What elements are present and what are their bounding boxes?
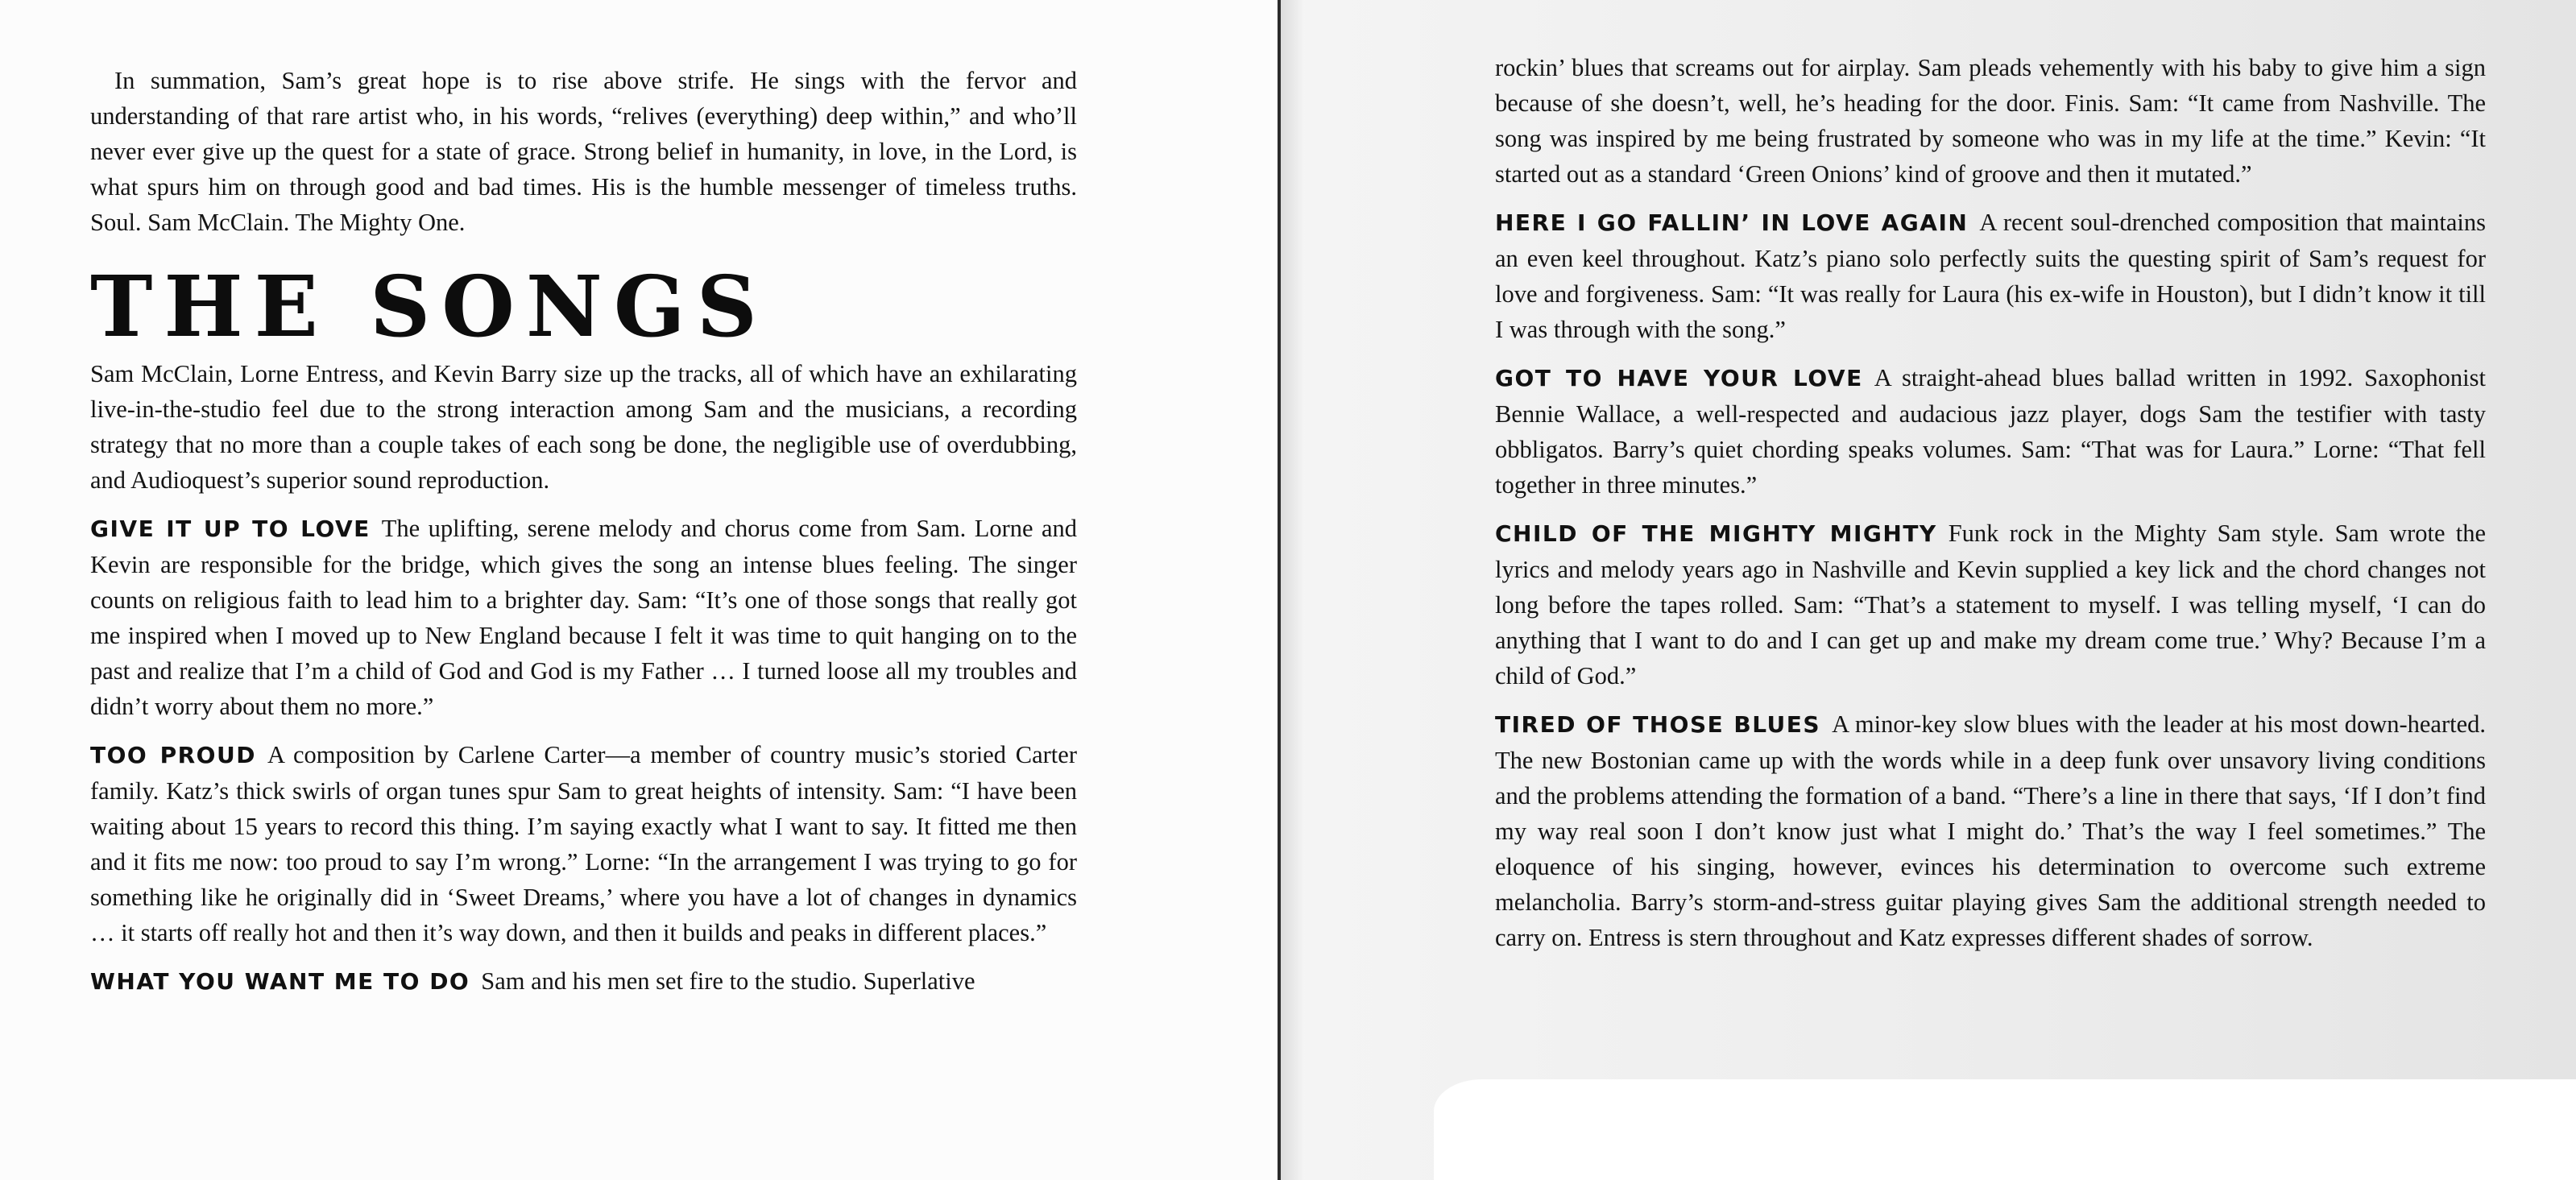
- song-description: A straight-ahead blues ballad written in 1992. Saxophonist Bennie Wallace, a well-respected and audacious jazz player, dogs Sam the testifier with tasty obbligatos. Barry’s quiet chording speaks volumes. Sam: “That was for Laura.” Lorne: “That fell together in three minutes.”: [1495, 364, 2486, 499]
- song-title: WHAT YOU WANT ME TO DO: [90, 968, 470, 995]
- song-entry: [90, 511, 1077, 724]
- song-title: GOT TO HAVE YOUR LOVE: [1495, 365, 1863, 391]
- song-description: Funk rock in the Mighty Sam style. Sam wrote the lyrics and melody years ago in Nashville and Kevin supplied a key lick and the chord changes not long before the tapes rolled. Sam: “That’s a statement to myself. I was telling myself, ‘I can do anything that I want to do and I can get up and make my dream come true.’ Why? Because I’m a child of God.”: [1495, 520, 2487, 689]
- song-title: HERE I GO FALLIN’ IN LOVE AGAIN: [1495, 209, 1969, 236]
- song-entry: [90, 963, 1077, 1000]
- song-entry: [1495, 360, 2486, 503]
- song-entry: [1495, 515, 2486, 694]
- song-entry: [1495, 706, 2486, 955]
- continuation-paragraph: rockin’ blues that screams out for airplay. Sam pleads vehemently with his baby to give him a sign because of she doesn’t, well, he’s heading for the door. Finis. Sam: “It came from Nashville. The song was inspired by me being frustrated by someone who was in my life at the time.” Kevin: “It started out as a standard ‘Green Onions’ kind of groove and then it mutated.”: [1495, 54, 2486, 188]
- song-title: TOO PROUD: [90, 742, 256, 768]
- song-description: The uplifting, serene melody and chorus come from Sam. Lorne and Kevin are responsible for the bridge, which gives the song an intense blues feeling. The singer counts on religious faith to lead him to a brighter day. Sam: “It’s one of those songs that really got me inspired when I moved up to New England because I felt it was time to quit hanging on to the past and realize that I’m a child of God and God is my Father … I turned loose all my troubles and didn’t worry about them no more.”: [90, 515, 1077, 720]
- song-description: A minor-key slow blues with the leader at his most down-hearted. The new Bostonian came up with the words while in a deep funk over unsavory living conditions and the problems attending the formation of a band. “There’s a line in there that says, ‘If I don’t find my way real soon I don’t know just what I might do.’ That’s the way I feel sometimes.” The eloquence of his singing, however, evinces his determination to overcome such extreme melancholia. Barry’s storm-and-stress guitar playing gives Sam the additional strength needed to carry on. Entress is stern throughout and Katz expresses different shades of sorrow.: [1495, 710, 2486, 951]
- spine-shadow: [1281, 0, 1305, 1180]
- song-description: A composition by Carlene Carter—a member of country music’s storied Carter family. Katz’s thick swirls of organ tunes spur Sam to great heights of intensity. Sam: “I have been waiting about 15 years to record this thing. I’m saying exactly what I want to say. It fitted me then and it fits me now: too proud to say I’m wrong.” Lorne: “In the arrangement I was trying to go for something like he originally did in ‘Sweet Dreams,’ where you have a lot of changes in dynamics … it starts off really hot and then it’s way down, and then it builds and peaks in different places.”: [90, 741, 1077, 946]
- right-page-bottom-edge: [1434, 1079, 2576, 1180]
- song-entry: [90, 737, 1077, 950]
- song-title: GIVE IT UP TO LOVE: [90, 515, 371, 542]
- left-column: [90, 63, 1077, 1012]
- intro-paragraph: In summation, Sam’s great hope is to rise above strife. He sings with the fervor and understanding of that rare artist who, in his words, “relives (everything) deep within,” and who’ll never ever give up the quest for a state of grace. Strong belief in humanity, in love, in the Lord, is what spurs him on through good and bad times. His is the humble messenger of timeless truths. Soul. Sam McClain. The Mighty One.: [90, 67, 1077, 236]
- song-description: Sam and his men set fire to the studio. Superlative: [481, 967, 975, 995]
- song-title: CHILD OF THE MIGHTY MIGHTY: [1495, 520, 1937, 547]
- song-entry: [1495, 205, 2486, 347]
- song-description: A recent soul-drenched composition that maintains an even keel throughout. Katz’s piano solo perfectly suits the questing spirit of Sam’s request for love and forgiveness. Sam: “It was really for Laura (his ex-wife in Houston), but I didn’t know it till I was through with the song.”: [1495, 209, 2486, 343]
- song-title: TIRED OF THOSE BLUES: [1495, 711, 1821, 738]
- songs-heading: THE SONGS: [90, 257, 768, 356]
- right-column: [1495, 50, 2486, 968]
- overview-paragraph: Sam McClain, Lorne Entress, and Kevin Barry size up the tracks, all of which have an exhilarating live-in-the-studio feel due to the strong interaction among Sam and the musicians, a recording strategy that no more than a couple takes of each song be done, the negligible use of overdubbing, and Audioquest’s superior sound reproduction.: [90, 360, 1077, 494]
